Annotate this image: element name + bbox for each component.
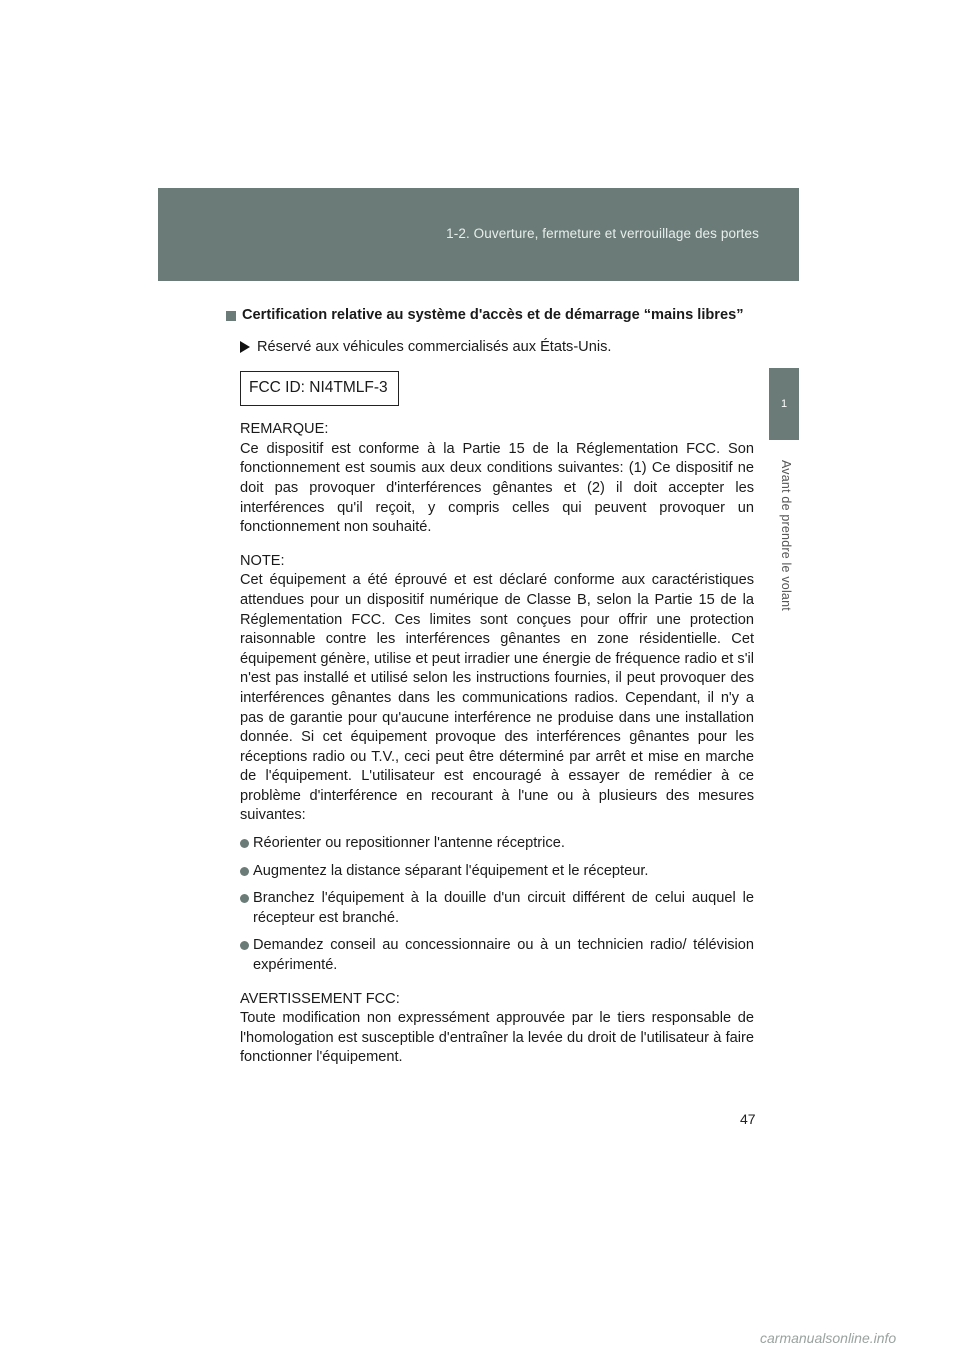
- chapter-label: Avant de prendre le volant: [779, 459, 793, 611]
- list-item-text: Augmentez la distance séparant l'équipement et le récepteur.: [253, 862, 649, 879]
- list-item-text: Branchez l'équipement à la douille d'un circuit différent de celui auquel le récepteur est branché.: [253, 890, 754, 926]
- section-title: 1-2. Ouverture, fermeture et verrouillage des portes: [446, 226, 759, 241]
- main-content: [224, 306, 754, 1068]
- chapter-number: 1: [780, 398, 788, 410]
- warning-paragraph: [240, 990, 754, 1068]
- list-item: [240, 834, 754, 854]
- chapter-tab: [769, 368, 799, 440]
- availability-note: [240, 338, 754, 358]
- note-title: NOTE:: [240, 552, 285, 569]
- note-paragraph: [240, 552, 754, 826]
- square-bullet-icon: [226, 311, 236, 321]
- list-item: [240, 862, 754, 882]
- availability-note-text: Réservé aux véhicules commercialisés aux États-Unis.: [257, 338, 612, 355]
- section-body: [224, 338, 754, 1068]
- triangle-pointer-icon: [240, 341, 250, 353]
- note-body: Cet équipement a été éprouvé et est déclaré conforme aux caractéristiques attendues pour un dispositif numérique de Classe B, selon la Partie 15 de la Réglementation FCC. Ces limites sont conçues pour offrir une protection raisonnable contre les interférences gênantes en zone résidentielle. Cet équipement génère, utilise et peut irradier une énergie de fréquence radio et s'il n'est pas installé et utilisé selon les instructions fournies, il peut provoquer des interférences gênantes dans les communications radios. Cependant, il n'y a pas de garantie pour qu'aucune interférence ne produise dans une installation donnée. Si cet équipement provoque des interférences gênantes pour les réceptions radio ou T.V., ceci peut être déterminé par arrêt et mise en marche de l'équipement. L'utilisateur est encouragé à essayer de remédier à ce problème d'interférence en recourant à l'une ou à plusieurs des mesures suivantes:: [240, 572, 754, 824]
- section-heading: [224, 306, 754, 326]
- watermark: carmanualsonline.info: [760, 1330, 897, 1346]
- page-number: 47: [740, 1111, 756, 1127]
- heading-text: Certification relative au système d'accès et de démarrage “mains libres”: [242, 307, 744, 323]
- remarque-paragraph: [240, 420, 754, 538]
- list-item: [240, 889, 754, 928]
- warning-title: AVERTISSEMENT FCC:: [240, 990, 400, 1007]
- round-bullet-icon: [240, 941, 249, 950]
- remarque-title: REMARQUE:: [240, 421, 329, 438]
- remarque-body: Ce dispositif est conforme à la Partie 15 de la Réglementation FCC. Son fonctionnement est soumis aux deux conditions suivantes: (1) Ce dispositif ne doit pas provoquer d'interférences gênantes et (2) il doit accepter les interférences qu'il reçoit, y compris celles qui peuvent provoquer un fonctionnement non souhaité.: [240, 440, 754, 536]
- warning-body: Toute modification non expressément approuvée par le tiers responsable de l'homologation est susceptible d'entraîner la levée du droit de l'utilisateur à faire fonctionner l'équipement.: [240, 1010, 754, 1066]
- list-item-text: Demandez conseil au concessionnaire ou à un technicien radio/ télévision expérimenté.: [253, 937, 754, 974]
- list-item: [240, 936, 754, 975]
- list-item-text: Réorienter ou repositionner l'antenne réceptrice.: [253, 835, 565, 852]
- round-bullet-icon: [240, 894, 249, 903]
- header-band: [158, 188, 799, 281]
- fcc-id-box: FCC ID: NI4TMLF-3: [240, 371, 399, 406]
- round-bullet-icon: [240, 867, 249, 876]
- round-bullet-icon: [240, 839, 249, 848]
